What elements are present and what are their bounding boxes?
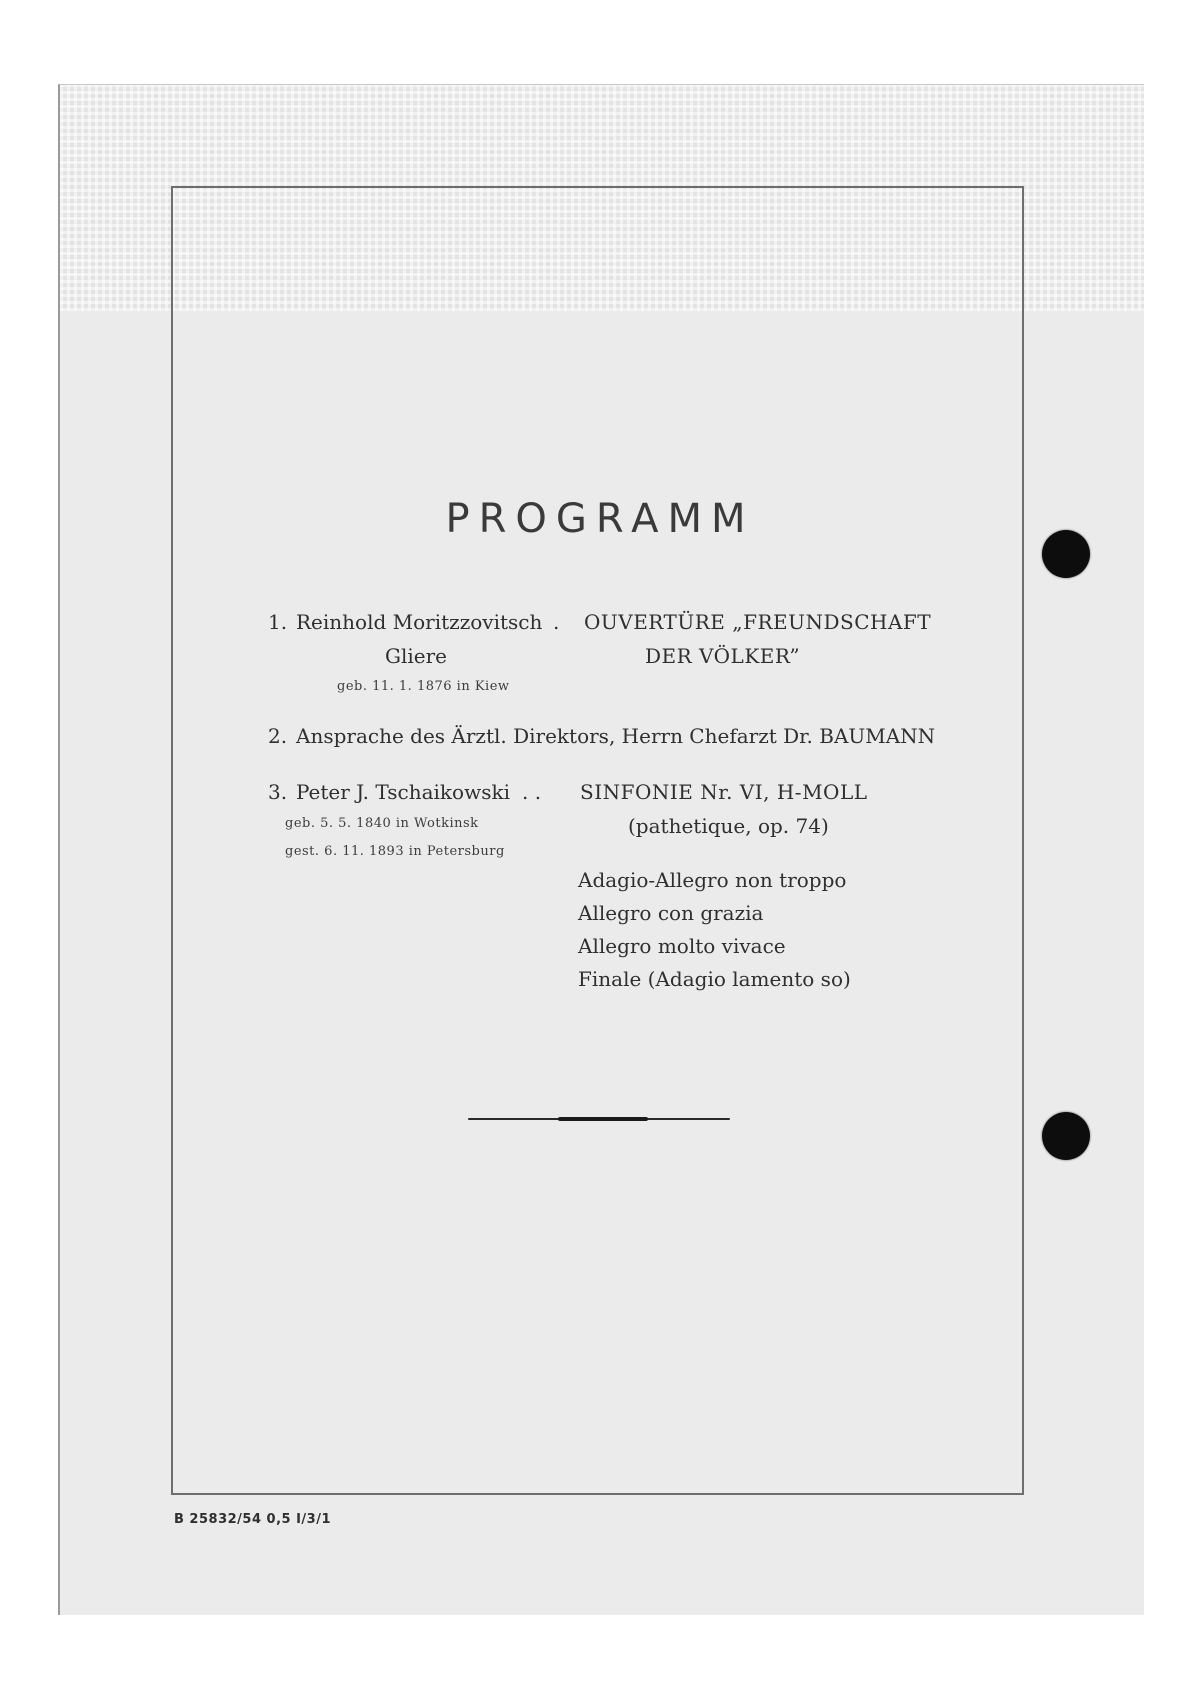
print-code: B 25832/54 0,5 I/3/1	[174, 1512, 332, 1527]
item-1-work-line-1: OUVERTÜRE „FREUNDSCHAFT	[584, 610, 932, 634]
item-1-composer-line-2: Gliere	[385, 644, 448, 668]
item-3-birth-date: geb. 5. 5. 1840 in Wotkinsk	[285, 816, 479, 831]
movement-3: Allegro molto vivace	[578, 934, 786, 958]
page-border-frame	[171, 186, 1024, 1495]
page-title: PROGRAMM	[445, 496, 755, 542]
item-2-text: Ansprache des Ärztl. Direktors, Herrn Chefarzt Dr. BAUMANN	[296, 724, 936, 748]
item-1-composer: Reinhold Moritzzovitsch	[296, 610, 543, 634]
item-1-number: 1.	[268, 610, 288, 634]
item-3-number: 3.	[268, 780, 288, 804]
movement-4: Finale (Adagio lamento so)	[578, 967, 851, 991]
item-3-work-line-1: SINFONIE Nr. VI, H-MOLL	[580, 780, 868, 804]
item-3-leader: . .	[522, 780, 542, 804]
item-3-composer: Peter J. Tschaikowski	[296, 780, 510, 804]
item-3-work-line-2: (pathetique, op. 74)	[628, 814, 829, 838]
movement-1: Adagio-Allegro non troppo	[578, 868, 847, 892]
item-1-leader: .	[553, 610, 560, 634]
item-2-number: 2.	[268, 724, 288, 748]
decorative-rule	[468, 1118, 730, 1120]
item-1-birth-date: geb. 11. 1. 1876 in Kiew	[337, 679, 510, 694]
movement-2: Allegro con grazia	[578, 901, 764, 925]
item-3-death-date: gest. 6. 11. 1893 in Petersburg	[285, 844, 505, 859]
item-1-work-line-2: DER VÖLKER”	[645, 644, 801, 668]
punch-hole-icon	[1042, 1112, 1090, 1160]
